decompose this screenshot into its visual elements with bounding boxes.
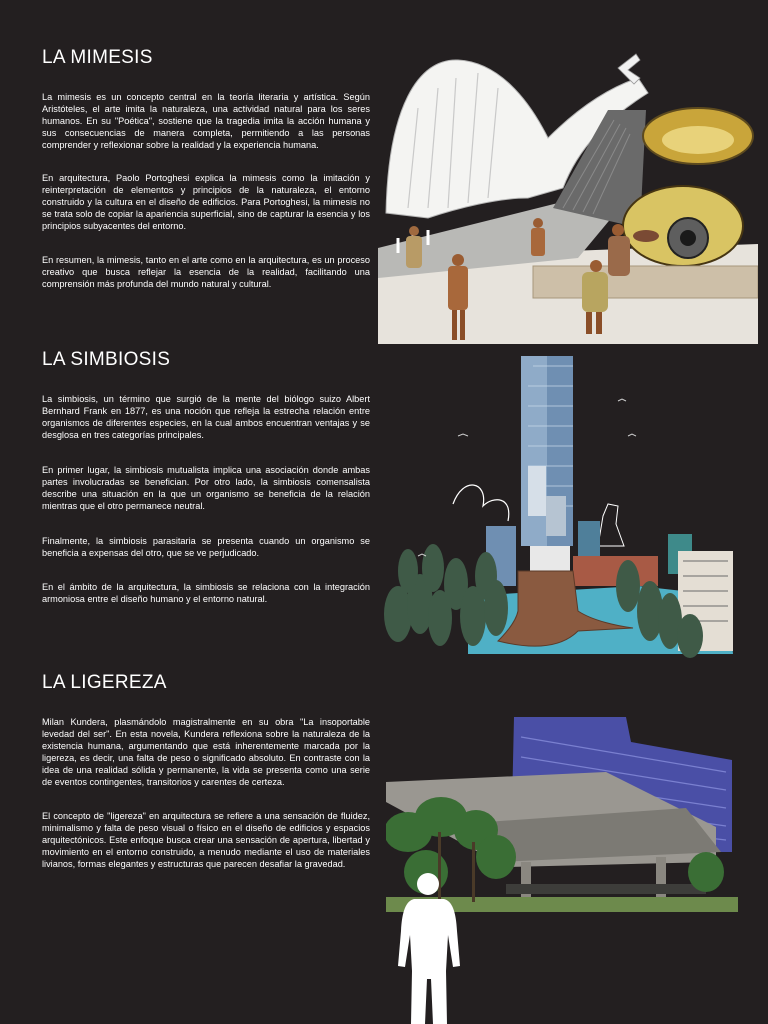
ligereza-paragraph-1: Milan Kundera, plasmándolo magistralmente en su obra "La insoportable levedad del ser". En esta novela, Kundera reflexiona sobre la naturaleza de la existencia humana, argumentando que está inherentemente marcada por la ligereza, es decir, una falta de peso o significado absoluto. En contraste con la idea de una realidad sólida y permanente, la vida se presenta como una serie de eventos contingentes, transitorios y carentes de certeza. [42,717,370,787]
section-title-mimesis: LA MIMESIS [42,47,153,68]
mimesis-paragraph-1: La mimesis es un concepto central en la teoría literaria y artística. Según Aristóteles, el arte imita la naturaleza, una actividad natural para los seres humanos. En su "Poética", sostiene que la tragedia imita la acción humana y sus consecuencias de manera completa, permitiendo a las personas comprender y reflexionar sobre la realidad y la experiencia humana. [42,92,370,150]
brick-building [573,556,658,586]
simbiosis-collage-image [378,346,738,658]
sketch-lines [453,485,509,521]
mimesis-paragraph-3: En resumen, la mimesis, tanto en el arte como en la arquitectura, es un proceso creativo que busca reflejar la esencia de la realidad, facilitando una comprensión más profunda del mundo natural y cultural. [42,255,370,289]
simbiosis-paragraph-1: La simbiosis, un término que surgió de la mente del biólogo suizo Albert Bernhard Frank en 1877, es una noción que refleja la estrecha relación entre organismos de diferentes especies, en la cual ambos encuentran ventajas y se desglosa en tres categorías principales. [42,394,370,440]
mimesis-paragraph-2: En arquitectura, Paolo Portoghesi explica la mimesis como la imitación y reinterpretación de elementos y principios de la naturaleza, el entorno construido y la cultura en el diseño de edificios. Para Portoghesi, la mimesis no se trata solo de copiar la apariencia superficial, sino de capturar la esencia y los principios subyacentes del entorno. [42,173,370,231]
person-silhouette [396,871,462,1024]
simbiosis-paragraph-3: Finalmente, la simbiosis parasitaria se presenta cuando un organismo se beneficia a expensas del otro, que se ve perjudicado. [42,536,370,558]
mimesis-collage-image [378,48,758,344]
ligereza-paragraph-2: El concepto de "ligereza" en arquitectura se refiere a una sensación de fluidez, minimalismo y falta de peso visual o físico en el diseño de edificios y espacios arquitectónicos. Este enfoque busca crear una sensación de apertura, libertad y movimiento en el entorno construido, a menudo mediante el uso de materiales livianos, formas elegantes y estructuras que parecen desafiar la gravedad. [42,811,370,869]
glass-tower [521,356,573,574]
stone-wall [533,266,758,298]
simbiosis-paragraph-4: En el ámbito de la arquitectura, la simbiosis se relaciona con la integración armoniosa entre el diseño humano y el entorno natural. [42,582,370,604]
section-title-simbiosis: LA SIMBIOSIS [42,349,171,370]
section-title-ligereza: LA LIGEREZA [42,672,167,693]
simbiosis-paragraph-2: En primer lugar, la simbiosis mutualista implica una asociación donde ambas partes involucradas se benefician. Por otro lado, la simbiosis comensalista describe una situación en la que un organismo se beneficia de la relación mientras que el otro permanece neutral. [42,465,370,511]
